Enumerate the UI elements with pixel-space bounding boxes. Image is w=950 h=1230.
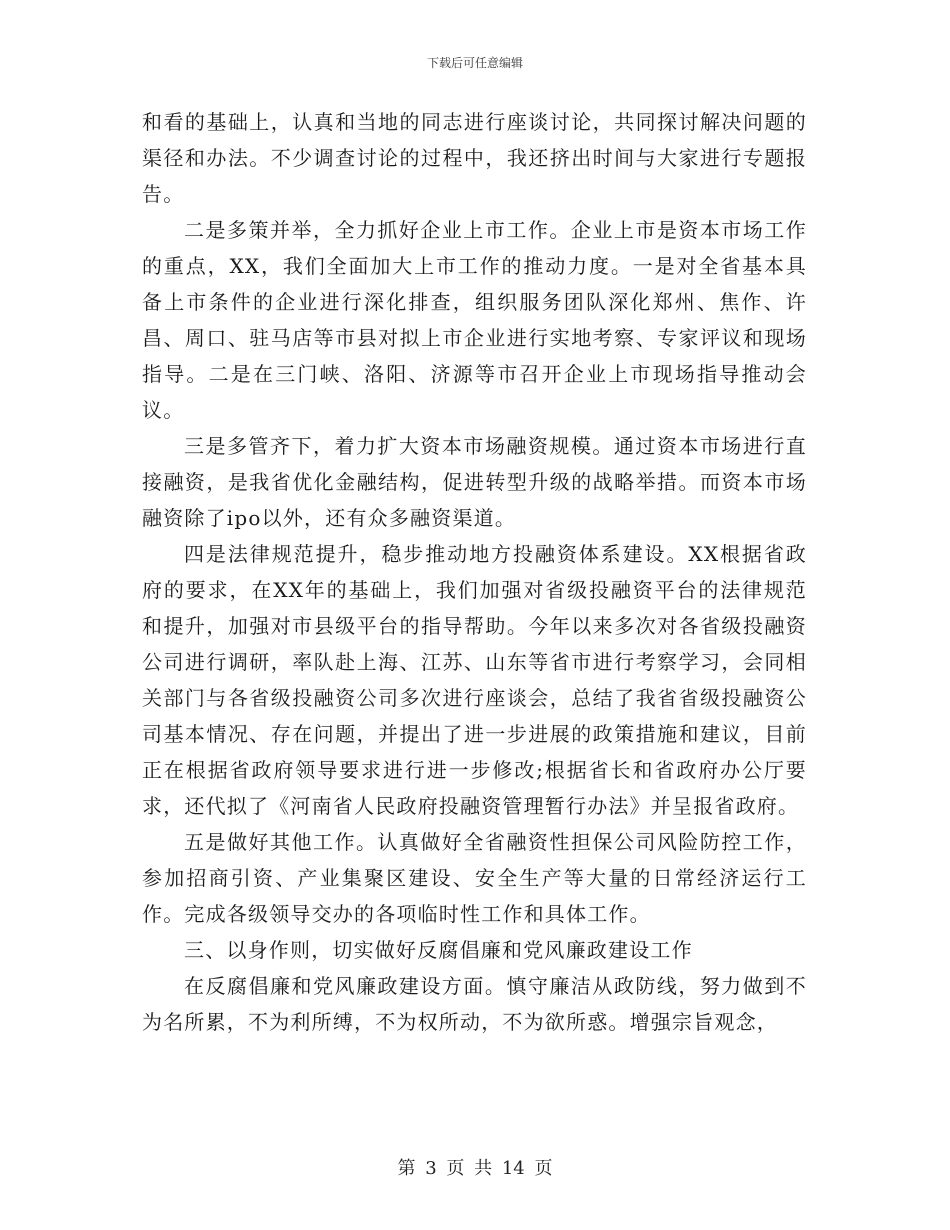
paragraph-other-work: 五是做好其他工作。认真做好全省融资性担保公司风险防控工作，参加招商引资、产业集聚区建设、安全生产等大量的日常经济运行工作。完成各级领导交办的各项临时性工作和具体工作。 xyxy=(142,830,807,926)
document-body xyxy=(142,104,807,1040)
section-heading-anticorruption: 三、以身作则，切实做好反腐倡廉和党风廉政建设工作 xyxy=(184,938,693,962)
page-number-footer: 第 3 页 共 14 页 xyxy=(397,1158,553,1179)
paragraph-listing-ipo: 二是多策并举，全力抓好企业上市工作。企业上市是资本市场工作的重点，XX，我们全面加大上市工作的推动力度。一是对全省基本具备上市条件的企业进行深化排查，组织服务团队深化郑州、焦作、许昌、周口、驻马店等市县对拟上市企业进行实地考察、专家评议和现场指导。二是在三门峡、洛阳、济源等市召开企业上市现场指导推动会议。 xyxy=(142,218,807,422)
paragraph-financing-scale: 三是多管齐下，着力扩大资本市场融资规模。通过资本市场进行直接融资，是我省优化金融结构，促进转型升级的战略举措。而资本市场融资除了ipo以外，还有众多融资渠道。 xyxy=(142,434,807,530)
page-header-note: 下载后可任意编辑 xyxy=(426,56,523,70)
paragraph-anticorruption: 在反腐倡廉和党风廉政建设方面。慎守廉洁从政防线，努力做到不为名所累，不为利所缚，不为权所动，不为欲所惑。增强宗旨观念， xyxy=(142,974,807,1034)
paragraph-continuation: 和看的基础上，认真和当地的同志进行座谈讨论，共同探讨解决问题的渠径和办法。不少调查讨论的过程中，我还挤出时间与大家进行专题报告。 xyxy=(142,110,807,206)
paragraph-legal-framework: 四是法律规范提升，稳步推动地方投融资体系建设。XX根据省政府的要求，在XX年的基础上，我们加强对省级投融资平台的法律规范和提升，加强对市县级平台的指导帮助。今年以来多次对各省级投融资公司进行调研，率队赴上海、江苏、山东等省市进行考察学习，会同相关部门与各省级投融资公司多次进行座谈会，总结了我省省级投融资公司基本情况、存在问题，并提出了进一步进展的政策措施和建议，目前正在根据省政府领导要求进行进一步修改;根据省长和省政府办公厅要求，还代拟了《河南省人民政府投融资管理暂行办法》并呈报省政府。 xyxy=(142,542,807,818)
